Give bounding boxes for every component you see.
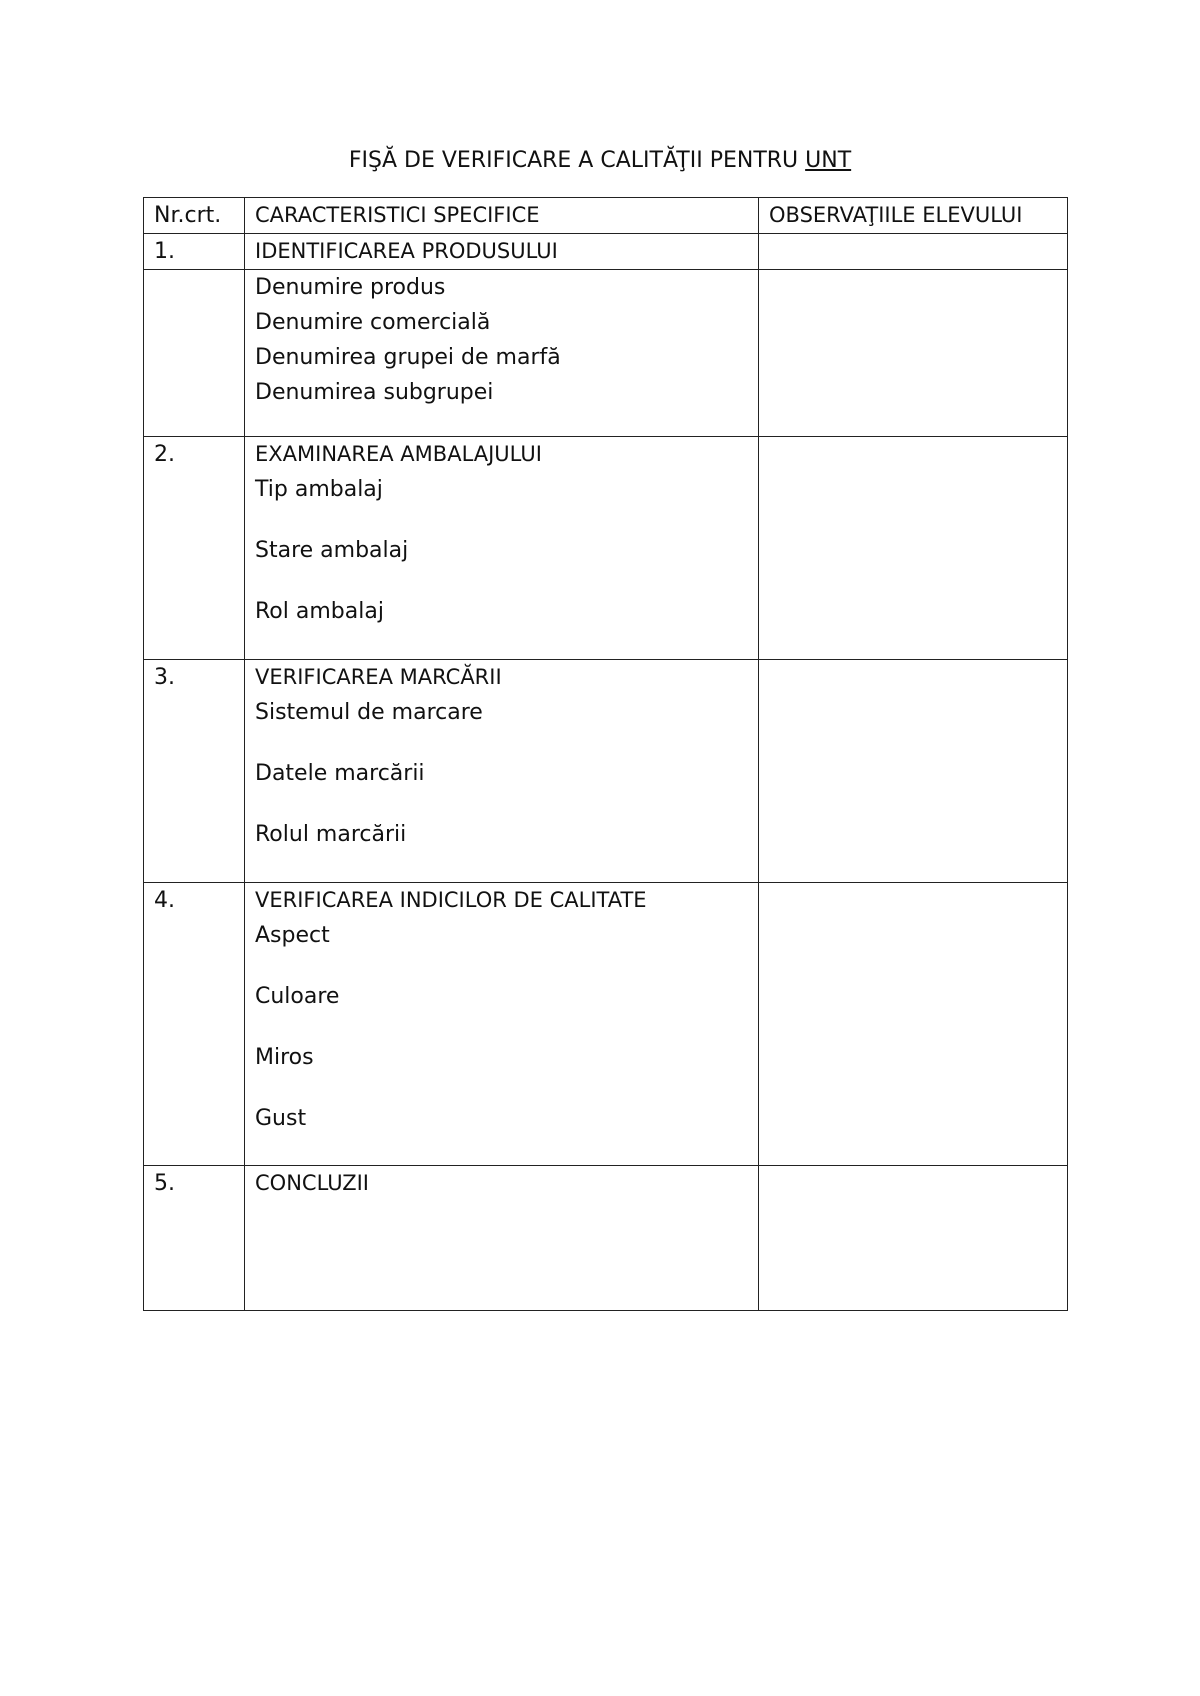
observation-cell[interactable] xyxy=(759,437,1068,660)
table-row xyxy=(144,1166,1068,1311)
header-characteristics: CARACTERISTICI SPECIFICE xyxy=(245,198,759,234)
observation-cell[interactable] xyxy=(759,883,1068,1166)
list-item: Rolul marcării xyxy=(255,822,407,847)
list-item: Culoare xyxy=(255,984,340,1009)
list-item: Miros xyxy=(255,1045,314,1070)
list-item: Datele marcării xyxy=(255,761,425,786)
table-row xyxy=(144,234,1068,270)
section-items xyxy=(245,883,759,1166)
observation-cell[interactable] xyxy=(759,660,1068,883)
row-number: 4. xyxy=(144,883,245,1166)
section-items xyxy=(245,437,759,660)
header-nr: Nr.crt. xyxy=(144,198,245,234)
header-observations: OBSERVAŢIILE ELEVULUI xyxy=(759,198,1068,234)
section-heading: CONCLUZII xyxy=(245,1166,759,1311)
section-items xyxy=(245,660,759,883)
observation-cell[interactable] xyxy=(759,234,1068,270)
section-items xyxy=(245,270,759,437)
section-heading: VERIFICAREA MARCĂRII xyxy=(255,665,502,689)
row-number: 5. xyxy=(144,1166,245,1311)
list-item: Tip ambalaj xyxy=(255,477,383,502)
section-heading: IDENTIFICAREA PRODUSULUI xyxy=(245,234,759,270)
quality-check-table xyxy=(143,197,1068,1311)
row-number-empty xyxy=(144,270,245,437)
list-item: Aspect xyxy=(255,923,330,948)
title-product: UNT xyxy=(805,148,852,173)
page-title xyxy=(0,148,1200,173)
table-header-row xyxy=(144,198,1068,234)
table-row xyxy=(144,270,1068,437)
list-item: Gust xyxy=(255,1106,307,1131)
list-item: Stare ambalaj xyxy=(255,538,409,563)
table-row xyxy=(144,883,1068,1166)
list-item: Rol ambalaj xyxy=(255,599,384,624)
list-item: Denumire comercială xyxy=(255,310,491,335)
row-number: 3. xyxy=(144,660,245,883)
table-row xyxy=(144,437,1068,660)
title-prefix: FIŞĂ DE VERIFICARE A CALITĂŢII PENTRU xyxy=(348,148,806,173)
observation-cell[interactable] xyxy=(759,270,1068,437)
list-item: Denumirea grupei de marfă xyxy=(255,345,561,370)
table-row xyxy=(144,660,1068,883)
row-number: 1. xyxy=(144,234,245,270)
section-heading: VERIFICAREA INDICILOR DE CALITATE xyxy=(255,888,647,912)
section-heading: EXAMINAREA AMBALAJULUI xyxy=(255,442,542,466)
list-item: Denumire produs xyxy=(255,275,446,300)
row-number: 2. xyxy=(144,437,245,660)
list-item: Sistemul de marcare xyxy=(255,700,483,725)
list-item: Denumirea subgrupei xyxy=(255,380,494,405)
observation-cell[interactable] xyxy=(759,1166,1068,1311)
